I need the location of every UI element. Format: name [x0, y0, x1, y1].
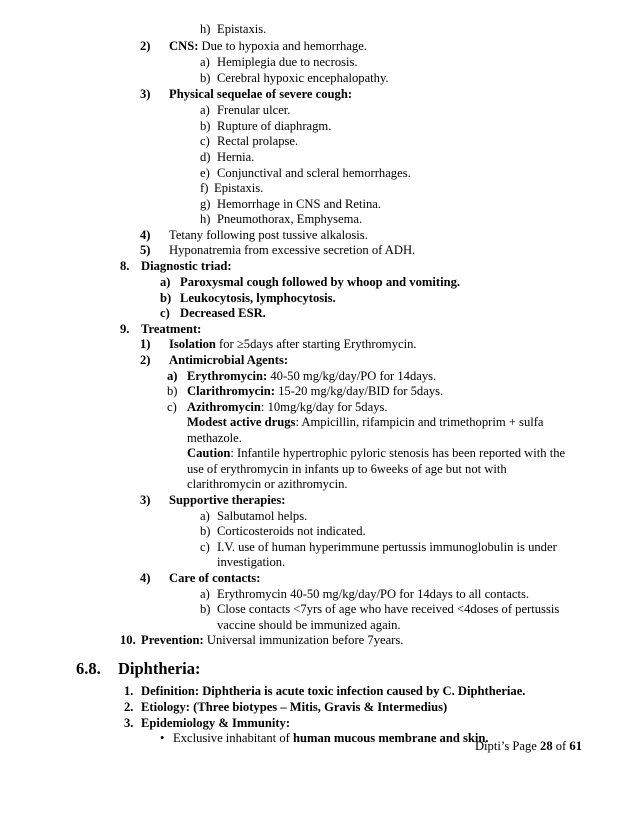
list-text	[187, 369, 436, 384]
list-marker: 3)	[140, 87, 151, 101]
list-text: Pneumothorax, Emphysema.	[217, 212, 363, 226]
list-body: Universal immunization before 7years.	[203, 633, 404, 647]
list-label: Leukocytosis, lymphocytosis.	[180, 291, 336, 305]
list-text: Conjunctival and scleral hemorrhages.	[217, 166, 411, 180]
list-text: Hyponatremia from excessive secretion of ADH.	[169, 243, 416, 257]
list-text: Corticosteroids not indicated.	[217, 524, 366, 538]
list-marker: b)	[167, 384, 178, 398]
bullet-icon: •	[160, 731, 165, 745]
footer-of: of	[552, 739, 570, 753]
list-marker: b)	[160, 291, 172, 305]
list-label: Clarithromycin:	[187, 384, 275, 398]
list-marker: a)	[200, 55, 210, 69]
list-marker: a)	[167, 369, 178, 383]
page-number: 28	[540, 739, 553, 753]
list-label: Erythromycin:	[187, 369, 268, 383]
list-label: Etiology: (Three biotypes – Mitis, Gravis & Intermedius)	[141, 700, 448, 714]
list-marker: 4)	[140, 571, 151, 585]
list-label: Prevention:	[141, 633, 204, 647]
list-text: Epistaxis.	[214, 181, 264, 195]
list-marker: 1)	[140, 337, 151, 351]
list-label: CNS:	[169, 39, 199, 53]
list-text	[187, 400, 388, 415]
list-label: Modest active drugs	[187, 415, 296, 429]
list-text: Hernia.	[217, 150, 255, 164]
list-text	[187, 384, 443, 399]
list-marker: a)	[160, 275, 171, 289]
list-text: Close contacts <7yrs of age who have received <4doses of pertussis	[217, 602, 560, 616]
list-marker: a)	[200, 509, 210, 523]
list-body: for ≥5days after starting Erythromycin.	[215, 337, 417, 351]
list-body: : Infantile hypertrophic pyloric stenosis has been reported with the	[230, 446, 566, 460]
list-label: Diagnostic triad:	[141, 259, 232, 273]
list-body: Exclusive inhabitant of	[173, 731, 293, 745]
list-label: human mucous membrane and skin.	[292, 731, 489, 745]
list-marker: 10.	[120, 633, 136, 647]
list-label: Epidemiology & Immunity:	[141, 716, 291, 730]
list-text: I.V. use of human hyperimmune pertussis immunoglobulin is under	[217, 540, 557, 554]
list-marker: 2)	[140, 39, 151, 53]
list-text	[169, 337, 417, 352]
list-marker: f)	[200, 181, 209, 195]
list-label: Decreased ESR.	[180, 306, 266, 320]
list-label: Treatment:	[141, 322, 202, 336]
page-footer	[475, 739, 582, 754]
list-text: Erythromycin 40-50 mg/kg/day/PO for 14days to all contacts.	[217, 587, 529, 601]
list-text: Rectal prolapse.	[217, 134, 299, 148]
list-marker: c)	[200, 134, 210, 148]
list-text: Hemorrhage in CNS and Retina.	[217, 197, 382, 211]
list-marker: 3.	[124, 716, 134, 730]
list-marker: 8.	[120, 259, 130, 273]
list-label: Physical sequelae of severe cough:	[169, 87, 353, 101]
list-marker: 4)	[140, 228, 151, 242]
list-label: Paroxysmal cough followed by whoop and vomiting.	[180, 275, 461, 289]
list-marker: 2.	[124, 700, 134, 714]
heading-number: 6.8.	[76, 659, 101, 678]
list-text: Epistaxis.	[217, 22, 267, 36]
list-body: 15-20 mg/kg/day/BID for 5days.	[274, 384, 444, 398]
list-body: : Ampicillin, rifampicin and trimethoprim + sulfa	[295, 415, 544, 429]
list-marker: a)	[200, 587, 210, 601]
list-text: investigation.	[217, 555, 286, 569]
list-marker: b)	[200, 71, 211, 85]
list-text: Salbutamol helps.	[217, 509, 308, 523]
list-marker: c)	[167, 400, 177, 414]
list-label: Antimicrobial Agents:	[169, 353, 289, 367]
list-marker: b)	[200, 524, 211, 538]
list-label: Isolation	[169, 337, 216, 351]
list-label: Azithromycin	[187, 400, 261, 414]
list-marker: a)	[200, 103, 210, 117]
list-marker: 2)	[140, 353, 151, 367]
list-text: Rupture of diaphragm.	[217, 119, 332, 133]
list-text: vaccine should be immunized again.	[217, 618, 401, 632]
list-text: Frenular ulcer.	[217, 103, 291, 117]
list-text: Tetany following post tussive alkalosis.	[169, 228, 368, 242]
footer-prefix: Dipti’s Page	[474, 739, 541, 753]
list-text: Hemiplegia due to necrosis.	[217, 55, 358, 69]
heading-title: Diphtheria:	[118, 659, 201, 678]
list-text	[141, 633, 403, 648]
list-marker: 5)	[140, 243, 151, 257]
list-marker: b)	[200, 119, 211, 133]
list-marker: 9.	[120, 322, 130, 336]
list-marker: 1.	[124, 684, 134, 698]
list-text: clarithromycin or azithromycin.	[187, 477, 348, 491]
list-body: : 10mg/kg/day for 5days.	[260, 400, 388, 414]
list-marker: c)	[200, 540, 210, 554]
list-text	[187, 446, 565, 461]
list-marker: b)	[200, 602, 211, 616]
list-label: Caution	[187, 446, 231, 460]
list-marker: d)	[200, 150, 211, 164]
list-marker: c)	[160, 306, 170, 320]
list-label: Care of contacts:	[169, 571, 261, 585]
list-text	[187, 415, 544, 430]
list-text	[169, 39, 367, 54]
list-text	[173, 731, 489, 746]
list-text: use of erythromycin in infants up to 6weeks of age but not with	[187, 462, 507, 476]
list-text: Cerebral hypoxic encephalopathy.	[217, 71, 389, 85]
list-marker: h)	[200, 22, 211, 36]
list-marker: g)	[200, 197, 211, 211]
list-marker: 3)	[140, 493, 151, 507]
list-marker: h)	[200, 212, 211, 226]
list-label: Definition: Diphtheria is acute toxic infection caused by C. Diphtheriae.	[141, 684, 526, 698]
list-body: Due to hypoxia and hemorrhage.	[198, 39, 367, 53]
list-label: Supportive therapies:	[169, 493, 286, 507]
list-marker: e)	[200, 166, 210, 180]
list-body: 40-50 mg/kg/day/PO for 14days.	[267, 369, 437, 383]
list-text: methazole.	[187, 431, 242, 445]
page-total: 61	[569, 739, 582, 753]
